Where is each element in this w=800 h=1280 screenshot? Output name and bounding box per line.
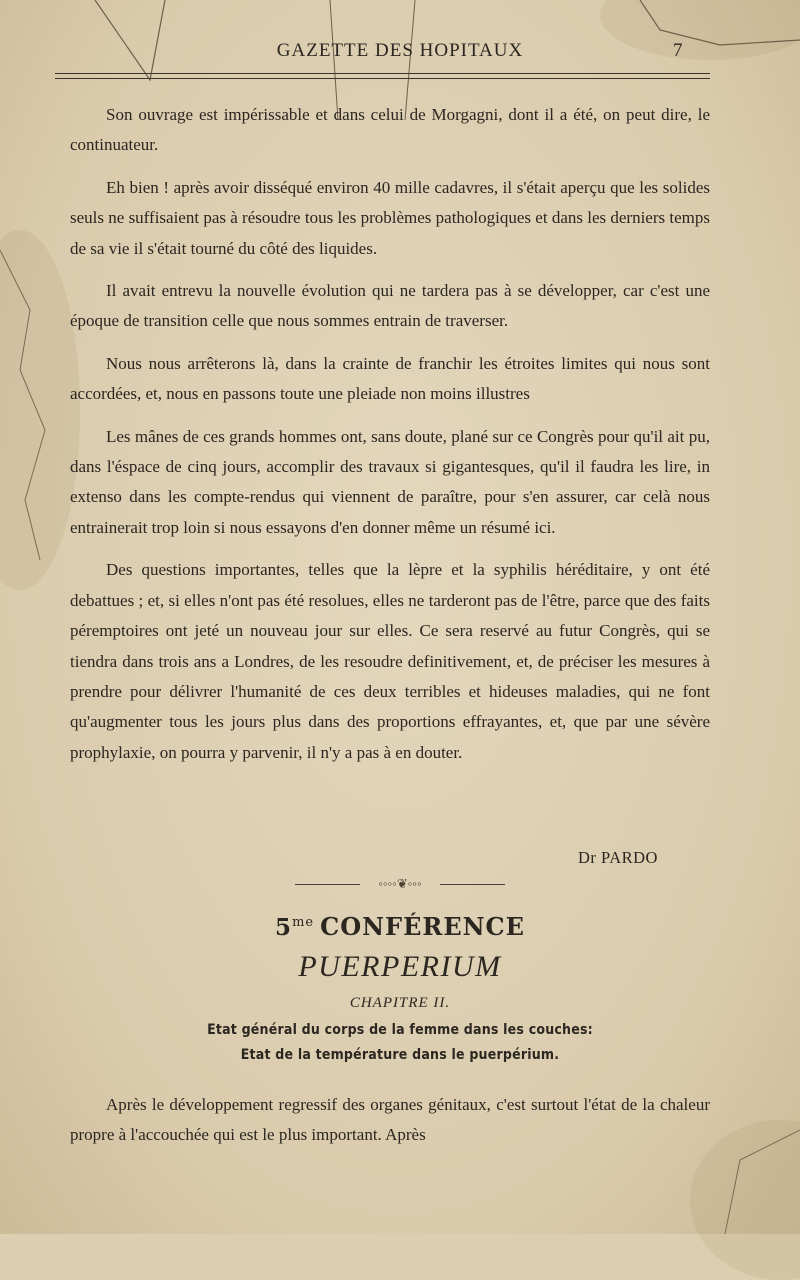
divider-line-right (440, 884, 505, 885)
author-signature: Dr PARDO (578, 848, 658, 867)
chapter-subtitle-line-1: Etat général du corps de la femme dans les couches: (207, 1022, 593, 1038)
article-body (70, 100, 710, 768)
conference-heading (0, 912, 800, 941)
header-rule-bottom (55, 78, 710, 79)
chapter-subtitle-line-2: Etat de la température dans le puerpérium. (240, 1047, 560, 1063)
article-paragraph: Nous nous arrêterons là, dans la crainte de franchir les étroites limites qui nous sont accordées, et, nous en passons toute une pleiade non moins illustres (70, 353, 710, 404)
page-number: 7 (673, 40, 683, 61)
conference-number-suffix: me (292, 915, 315, 931)
article-paragraph: Des questions importantes, telles que la lèpre et la syphilis héréditaire, y ont été debattues ; et, si elles n'ont pas été resolues, elles ne tarderont pas de l'être, parce que des faits péremptoires ont jeté un nouveau jour sur elles. Ce sera reservé au futur Congrès, qui se tiendra dans trois ans a Londres, de les resoudre definitivement, et, de préciser les mesures à prendre pour délivrer l'humanité de ces deux terribles et hideuses maladies, qui ne font qu'augmenter tous les jours plus dans des proportions effrayantes, et, que par une sévère prophylaxie, on pourra y parvenir, il n'y a pas à en douter. (70, 560, 710, 762)
conference-number: 5 (275, 914, 293, 941)
newspaper-title: GAZETTE DES HOPITAUX (276, 40, 524, 61)
article-paragraph: Eh bien ! après avoir disséqué environ 40 mille cadavres, il s'était aperçu que les solides seuls ne suffisaient pas à résoudre tous les problèmes pathologiques et dans les derniers temps de sa vie il s'était tourné du côté des liquides. (70, 177, 710, 258)
article-paragraph: Il avait entrevu la nouvelle évolution qui ne tardera pas à se développer, car c'est une époque de transition celle que nous sommes entrain de traverser. (70, 281, 710, 331)
divider-line-left (295, 884, 360, 885)
article-paragraph: Les mânes de ces grands hommes ont, sans doute, plané sur ce Congrès pour qu'il ait pu, dans l'éspace de cinq jours, accomplir des travaux si gigantesques, qu'il il faudra les lire, in extenso dans les compte-rendus qui viennent de paraître, pour s'en assurer, car celà nous entrainerait trop loin si nous essayons d'en donner même un résumé ici. (70, 426, 710, 537)
chapter-heading: CHAPITRE II. (349, 995, 451, 1011)
conference-subject: PUERPERIUM (298, 950, 502, 983)
header-rule-top (55, 73, 710, 74)
section-divider-ornament (295, 874, 505, 894)
conference-intro-paragraph: Après le développement regressif des organes génitaux, c'est surtout l'état de la chaleur propre à l'accouchée qui est le plus important. Après (70, 1095, 710, 1145)
article-paragraph: Son ouvrage est impérissable et dans celui de Morgagni, dont il a été, on peut dire, le continuateur. (70, 105, 710, 155)
ornament-glyph: ◦◦◦◦❦◦◦◦ (378, 876, 422, 891)
conference-body (70, 1090, 710, 1151)
conference-title: CONFÉRENCE (320, 912, 525, 941)
